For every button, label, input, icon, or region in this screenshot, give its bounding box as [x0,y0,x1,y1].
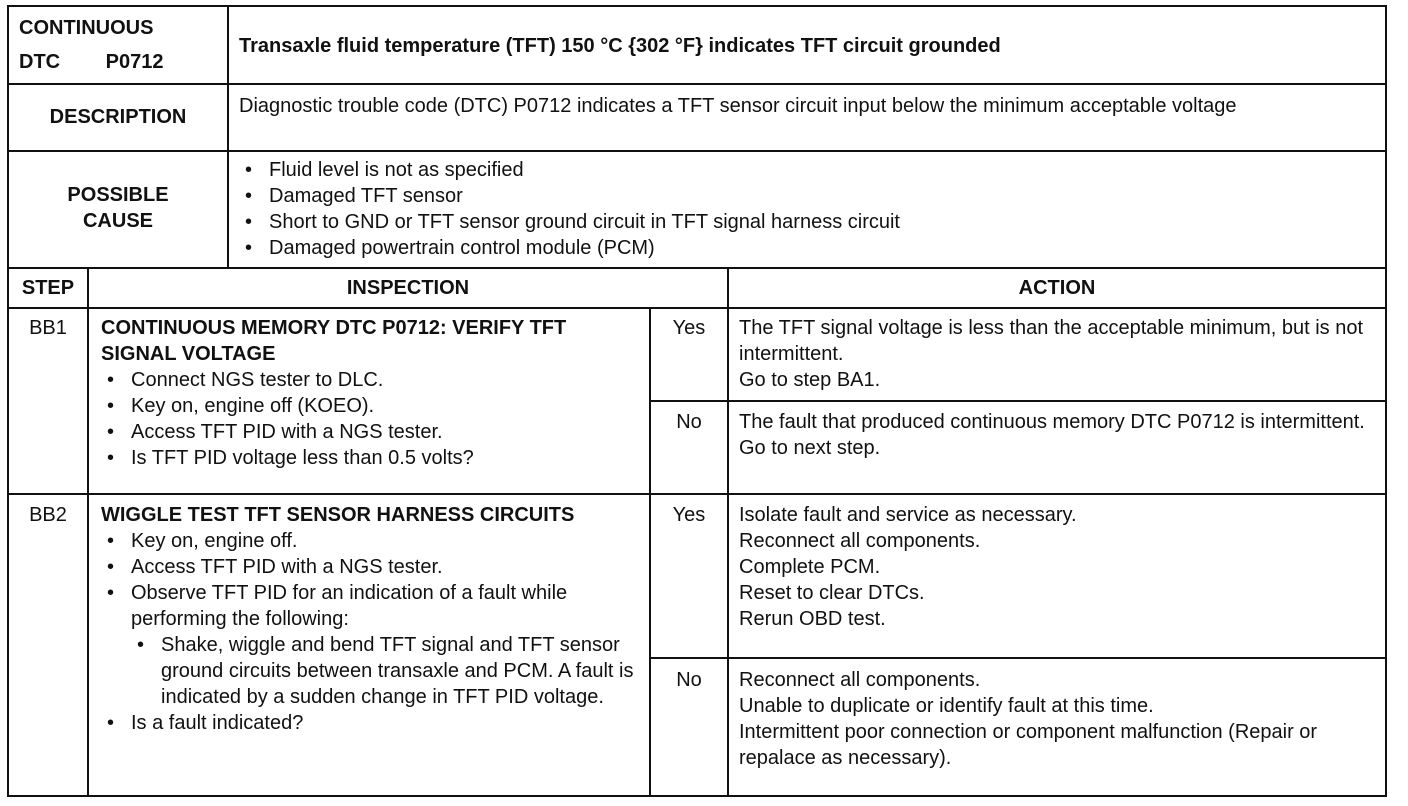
action-line: Rerun OBD test. [739,608,886,630]
action-line: Unable to duplicate or identify fault at this time. [739,695,1154,717]
dtc-label: DTC [19,51,61,73]
step-id: BB1 [29,317,67,339]
step-title: CONTINUOUS MEMORY DTC P0712: VERIFY TFT SIGNAL VOLTAGE [101,317,567,365]
dtc-code-line [19,49,224,75]
step-bullets [101,367,641,471]
action-line: Reconnect all components. [739,530,981,552]
step-id: BB2 [29,504,67,526]
step-bullets [101,528,647,736]
description-label: DESCRIPTION [49,106,187,128]
yes-action [739,315,1379,393]
dtc-code-label: CONTINUOUS [19,17,154,39]
row-divider [9,267,1385,269]
list-item: • Observe TFT PID for an indication of a fault while performing the following: [101,580,647,632]
cause-label: CAUSE [82,210,153,232]
inspection-header: INSPECTION [346,277,470,299]
possible-cause-label [9,182,227,234]
list-item: • Key on, engine off (KOEO). [101,393,641,419]
description-text: Diagnostic trouble code (DTC) P0712 indicates a TFT sensor circuit input below the minimum acceptable voltage [239,95,1237,117]
row-divider [649,657,1385,659]
yes-label: Yes [672,504,706,526]
list-item: • Fluid level is not as specified [239,157,1379,183]
no-label: No [676,411,702,433]
list-item: • Is a fault indicated? [101,710,647,736]
col-divider [227,7,229,269]
action-header: ACTION [1018,277,1096,299]
step-inspection [101,315,641,471]
step-header: STEP [21,277,75,299]
possible-cause-list [239,157,1379,261]
no-action [739,667,1379,771]
col-divider [727,267,729,797]
action-line: The TFT signal voltage is less than the acceptable minimum, but is not intermittent. [739,317,1364,365]
yes-action [739,502,1379,632]
diagnostic-table [7,5,1387,797]
list-item: • Is TFT PID voltage less than 0.5 volts? [101,445,641,471]
list-item: • Access TFT PID with a NGS tester. [101,554,647,580]
dtc-value: P0712 [105,51,164,73]
row-divider [649,400,1385,402]
no-label: No [676,669,702,691]
list-item: • Shake, wiggle and bend TFT signal and TFT sensor ground circuits between transaxle and PCM. A fault is indicated by a sudden change in TFT PID voltage. [101,632,647,710]
action-line: Reconnect all components. [739,669,981,691]
list-item: • Damaged powertrain control module (PCM) [239,235,1379,261]
possible-label: POSSIBLE [67,184,169,206]
col-divider [649,307,651,797]
list-item: • Key on, engine off. [101,528,647,554]
row-divider [9,150,1385,152]
row-divider [9,307,1385,309]
yes-label: Yes [672,317,706,339]
list-item: • Access TFT PID with a NGS tester. [101,419,641,445]
dtc-title: Transaxle fluid temperature (TFT) 150 °C {302 °F} indicates TFT circuit grounded [239,35,1001,57]
row-divider [9,83,1385,85]
dtc-code-cell [19,15,224,75]
list-item: • Short to GND or TFT sensor ground circuit in TFT signal harness circuit [239,209,1379,235]
step-title: WIGGLE TEST TFT SENSOR HARNESS CIRCUITS [101,504,575,526]
list-item: • Damaged TFT sensor [239,183,1379,209]
action-line: Intermittent poor connection or component malfunction (Repair or repalace as necessary). [739,721,1318,769]
row-divider [9,493,1385,495]
action-line: Reset to clear DTCs. [739,582,925,604]
step-inspection [101,502,647,736]
list-item: • Connect NGS tester to DLC. [101,367,641,393]
action-line: Go to next step. [739,437,881,459]
action-line: Isolate fault and service as necessary. [739,504,1077,526]
col-divider [87,267,89,797]
no-action [739,409,1379,461]
action-line: The fault that produced continuous memory DTC P0712 is intermittent. [739,411,1365,433]
action-line: Go to step BA1. [739,369,881,391]
action-line: Complete PCM. [739,556,881,578]
